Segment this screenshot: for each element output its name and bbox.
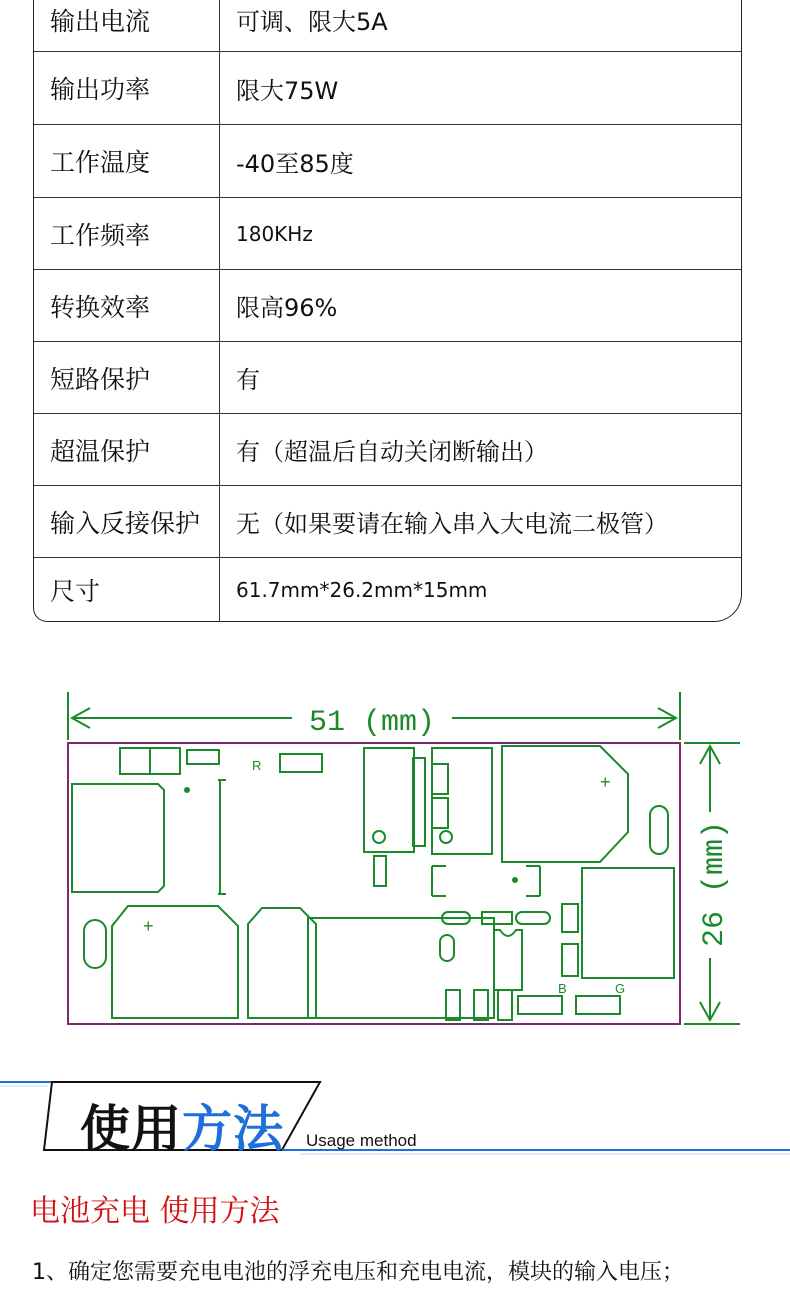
- spec-value: 180KHz: [236, 221, 313, 246]
- spec-value: 限高96%: [236, 294, 338, 322]
- spec-row: [34, 342, 741, 414]
- spec-label: 工作温度: [34, 125, 220, 197]
- spec-label: 短路保护: [34, 342, 220, 413]
- silk-plus-bottom: +: [143, 916, 154, 936]
- silk-r: R: [252, 758, 262, 773]
- spec-row: [34, 52, 741, 125]
- spec-value: -40至85度: [236, 149, 354, 178]
- spec-table: [33, 0, 742, 622]
- terminal-hole: [440, 831, 452, 843]
- spec-row: [34, 125, 741, 198]
- component-small-pad: [187, 750, 219, 764]
- dimension-lines: [68, 692, 740, 1024]
- spec-label: 超温保护: [34, 414, 220, 485]
- section-title: 电池充电 使用方法: [30, 1194, 280, 1229]
- spec-value: 有（超温后自动关闭断输出）: [236, 438, 548, 466]
- spec-row: [34, 198, 741, 270]
- silkscreen: [72, 746, 674, 1020]
- component-pad-round: [650, 806, 668, 854]
- spec-label: 输出功率: [34, 52, 220, 124]
- pcb-diagram: [0, 680, 790, 1040]
- component-pad-round: [84, 920, 106, 968]
- component-capacitor-bottom: [112, 906, 238, 1018]
- usage-subtitle: Usage method: [306, 1131, 417, 1150]
- silk-b: B: [558, 981, 567, 996]
- spec-label: 输出电流: [34, 0, 220, 51]
- spec-value: 可调、限大5A: [236, 8, 388, 36]
- spec-label: 转换效率: [34, 270, 220, 341]
- spec-row: [34, 486, 741, 558]
- spec-row: [34, 0, 741, 52]
- spec-row: [34, 414, 741, 486]
- step-1: 1、确定您需要充电电池的浮充电压和充电电流，模块的输入电压；: [32, 1260, 684, 1285]
- silk-plus-top: +: [600, 772, 611, 792]
- spec-value: 有: [236, 366, 260, 394]
- component-ic-left: [72, 784, 164, 892]
- component-terminal-left: [364, 748, 414, 852]
- silk-g: G: [615, 981, 626, 996]
- spec-label: 工作频率: [34, 198, 220, 269]
- spec-value: 61.7mm*26.2mm*15mm: [236, 578, 488, 602]
- component-r-footprint: [280, 754, 322, 772]
- component-ic-dip: [494, 930, 522, 990]
- spec-label: 尺寸: [34, 558, 220, 622]
- usage-title-blue: 方法: [182, 1100, 284, 1158]
- height-label: 26 (mm): [698, 820, 732, 948]
- spec-value: 无（如果要请在输入串入大电流二极管）: [236, 510, 668, 538]
- spec-value: 限大75W: [236, 76, 339, 105]
- spec-row: [34, 270, 741, 342]
- component-capacitor-top: [502, 746, 628, 862]
- usage-title: [80, 1089, 284, 1161]
- spec-row: [34, 558, 741, 622]
- component-coil: [308, 918, 494, 1018]
- component-inductor-bottom: [248, 908, 316, 1018]
- component-ic-bracket: [432, 866, 540, 896]
- usage-title-black: 使用: [80, 1100, 182, 1158]
- spec-label: 输入反接保护: [34, 486, 220, 557]
- component-inductor-right: [582, 868, 674, 978]
- terminal-hole: [373, 831, 385, 843]
- width-label: 51 (mm): [308, 706, 436, 740]
